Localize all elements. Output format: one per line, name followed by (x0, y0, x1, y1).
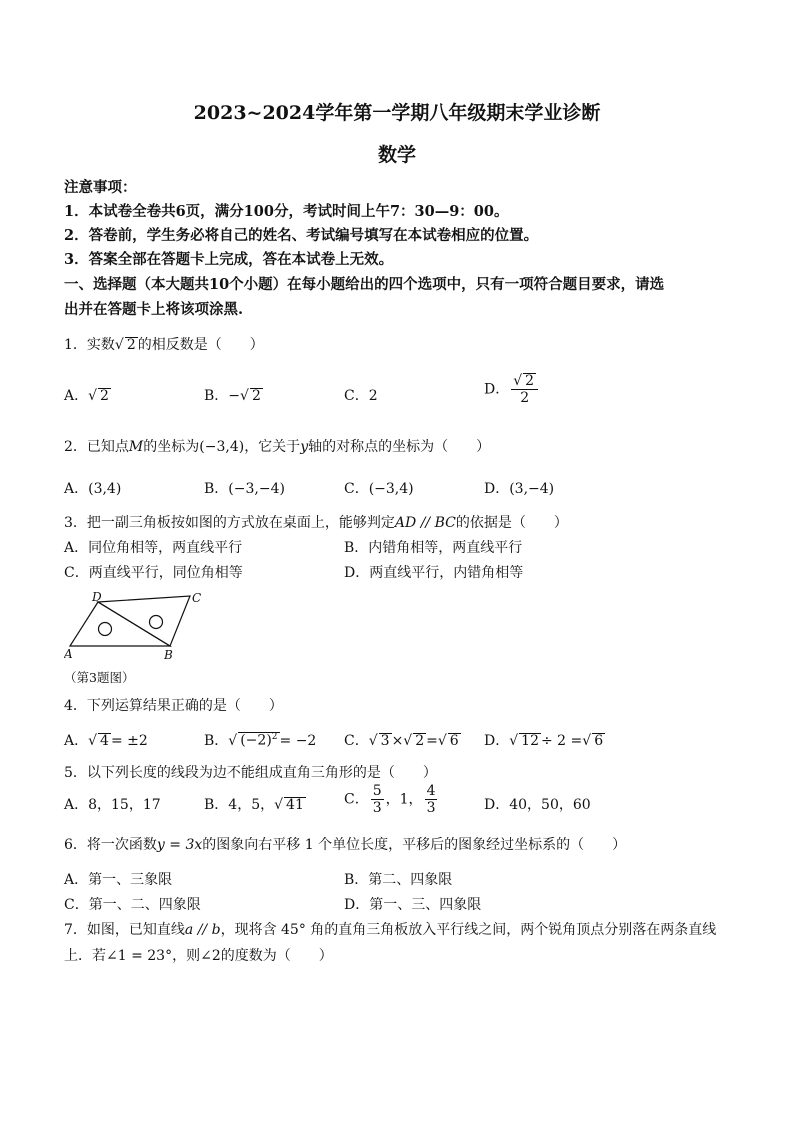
q5-c-num-2: 4 (426, 783, 436, 799)
notice-item-2: 2．答卷前，学生务必将自己的姓名、考试编号填写在本试卷相应的位置。 (64, 227, 539, 244)
q1-option-d: D． $\frac{√ 2}{2}$ (484, 373, 540, 406)
notice-item-1: 1．本试卷全卷共6页，满分100分，考试时间上午7：30—9：00。 (64, 203, 509, 220)
q7-line2-pre: 上．若 (64, 948, 106, 964)
section1-intro-line2: 出并在答题卡上将该项涂黑. (64, 301, 244, 318)
q3-expr: AD // BC (394, 515, 456, 531)
q3-option-a: A．同位角相等，两直线平行 (64, 540, 243, 556)
q2-axis: y (300, 439, 309, 455)
q6-post: 的图象向右平移 1 个单位长度，平移后的图象经过坐标系的（ ） (202, 837, 627, 853)
q4-b-rest: = −2 (279, 733, 317, 749)
q7-line2-post: 的度数为（ ） (220, 948, 333, 964)
q1-d-denominator: 2 (520, 390, 530, 407)
q1-option-a: A．√ 2 (64, 388, 109, 404)
q2-option-d: D．(3,−4) (484, 481, 555, 497)
q1-option-c (344, 385, 378, 405)
q5-c-label: C． (344, 791, 369, 808)
q6-option-a: A．第一、三象限 (64, 872, 173, 888)
q5-c-den-1: 3 (372, 800, 382, 817)
q3-option-d: D．两直线平行，内错角相等 (344, 565, 524, 581)
q4-c-eq: = (426, 733, 438, 749)
q6-option-c: C．第一、二、四象限 (64, 897, 201, 913)
q6-pre: 6．将一次函数 (64, 837, 157, 853)
q4-d-radicand-2: 6 (594, 733, 604, 749)
notice-heading: 注意事项： (64, 179, 137, 196)
q7-stem-line1 (64, 919, 716, 939)
q3-label-a: A (64, 647, 73, 661)
q2-mid2: ，它关于 (244, 439, 301, 455)
q4-c-radicand-3: 6 (449, 733, 459, 749)
q3-circle-left (99, 623, 112, 636)
q1-c-label: C． (344, 388, 369, 404)
q1-pre: 1．实数 (64, 337, 115, 353)
q1-option-b: B．−√ 2 (204, 388, 261, 404)
q2-option-b: B．(−3,−4) (204, 481, 285, 497)
q1-d-label: D． (484, 381, 510, 398)
q4-option-a: A．√ 4 = ±2 (64, 733, 148, 749)
q2-var: M (128, 439, 144, 455)
q1-d-numerator: 2 (525, 373, 535, 389)
q4-b-exponent: 2 (271, 732, 278, 743)
q1-radicand: 2 (126, 337, 136, 353)
q7-pre: 7．如图，已知直线 (64, 922, 185, 938)
q3-figure-caption: （第3题图） (64, 670, 135, 685)
q2-post: 轴的对称点的坐标为（ ） (308, 439, 491, 455)
q5-b-pre: B．4，5， (204, 797, 275, 813)
q6-option-b: B．第二、四象限 (344, 872, 453, 888)
exam-title: 2023~2024学年第一学期八年级期末学业诊断 (193, 102, 601, 124)
q3-figure (64, 588, 204, 668)
q7-post: ，现将含 45° 角的直角三角板放入平行线之间，两个锐角顶点分别落在两条直线 (220, 922, 717, 938)
q6-expr: y = 3x (156, 837, 203, 853)
q3-label-c: C (192, 591, 202, 605)
q5-stem: 5．以下列长度的线段为边不能组成直角三角形的是（ ） (64, 765, 437, 781)
q4-c-radicand-1: 3 (380, 733, 390, 749)
q5-c-num-1: 5 (372, 783, 382, 799)
q4-option-b: B．√ $(-2)^2 = -2$ (204, 732, 317, 749)
q4-d-label: D． (484, 733, 510, 749)
q3-label-d: D (92, 590, 102, 604)
q5-option-d: D．40，50，60 (484, 797, 591, 813)
q7-angle2: ∠2 (200, 948, 221, 964)
q4-option-d: D．√ 12 ÷ 2 =√ 6 (484, 733, 604, 749)
q2-option-c: C．(−3,4) (344, 481, 414, 497)
q1-b-label: B． (204, 388, 229, 404)
section1-intro-line1: 一、选择题（本大题共10个小题）在每小题给出的四个选项中，只有一项符合题目要求，请选 (64, 276, 665, 293)
q4-stem: 4．下列运算结果正确的是（ ） (64, 698, 283, 714)
q1-c-value: 2 (368, 388, 378, 404)
q1-a-value: 2 (100, 388, 109, 404)
q3-triangle-left (70, 602, 170, 646)
q1-b-sign: − (228, 388, 241, 404)
q7-angle1: ∠1 = 23° (106, 948, 173, 964)
q1-b-value: 2 (251, 388, 261, 404)
q3-option-c: C．两直线平行，同位角相等 (64, 565, 243, 581)
q5-option-a: A．8，15，17 (64, 797, 161, 813)
q4-d-radicand-1: 12 (521, 733, 539, 749)
q2-option-a: A．(3,4) (64, 481, 122, 497)
q1-a-label: A． (64, 388, 89, 404)
q7-expr: a // b (184, 922, 221, 938)
q4-a-label: A． (64, 733, 89, 749)
q7-stem-line2 (64, 945, 333, 965)
q3-triangle-right (98, 596, 190, 646)
q1-post: 的相反数是（ ） (137, 337, 264, 353)
q5-option-b: B．4，5，√ 41 (204, 797, 304, 813)
q4-a-radicand: 4 (100, 733, 109, 749)
q4-b-radicand: (−2) (240, 733, 272, 749)
q5-c-den-2: 3 (426, 800, 436, 817)
q4-c-radicand-2: 2 (415, 733, 425, 749)
q3-option-b: B．内错角相等，两直线平行 (344, 540, 523, 556)
q4-a-rest: = ±2 (110, 733, 148, 749)
q3-pre: 3．把一副三角板按如图的方式放在桌面上，能够判定 (64, 515, 395, 531)
q4-d-div: ÷ 2 = (540, 733, 583, 749)
q3-stem (64, 512, 568, 532)
q3-circle-right (150, 616, 163, 629)
q3-post: 的依据是（ ） (455, 515, 568, 531)
q4-c-label: C． (344, 733, 369, 749)
q6-option-d: D．第一、三、四象限 (344, 897, 482, 913)
q5-option-c (344, 783, 439, 816)
q2-pre: 2．已知点 (64, 439, 129, 455)
subject-title: 数学 (377, 144, 416, 166)
q4-b-label: B． (204, 733, 229, 749)
q5-c-mid: ，1， (385, 791, 423, 808)
q7-line2-mid: ，则 (172, 948, 201, 964)
q5-b-radicand: 41 (286, 797, 304, 813)
q2-mid: 的坐标为 (143, 439, 200, 455)
q2-stem (64, 436, 490, 456)
q1-stem: 1．实数√ 2 的相反数是（ ） (64, 337, 264, 353)
q3-label-b: B (164, 648, 173, 662)
q6-stem (64, 834, 626, 854)
q4-option-c: C．√ 3 ×√ 2 =√ 6 (344, 733, 459, 749)
notice-item-3: 3．答案全部在答题卡上完成，答在本试卷上无效。 (64, 251, 394, 268)
q4-c-times: × (391, 733, 404, 749)
q2-point: (−3,4) (199, 439, 245, 455)
